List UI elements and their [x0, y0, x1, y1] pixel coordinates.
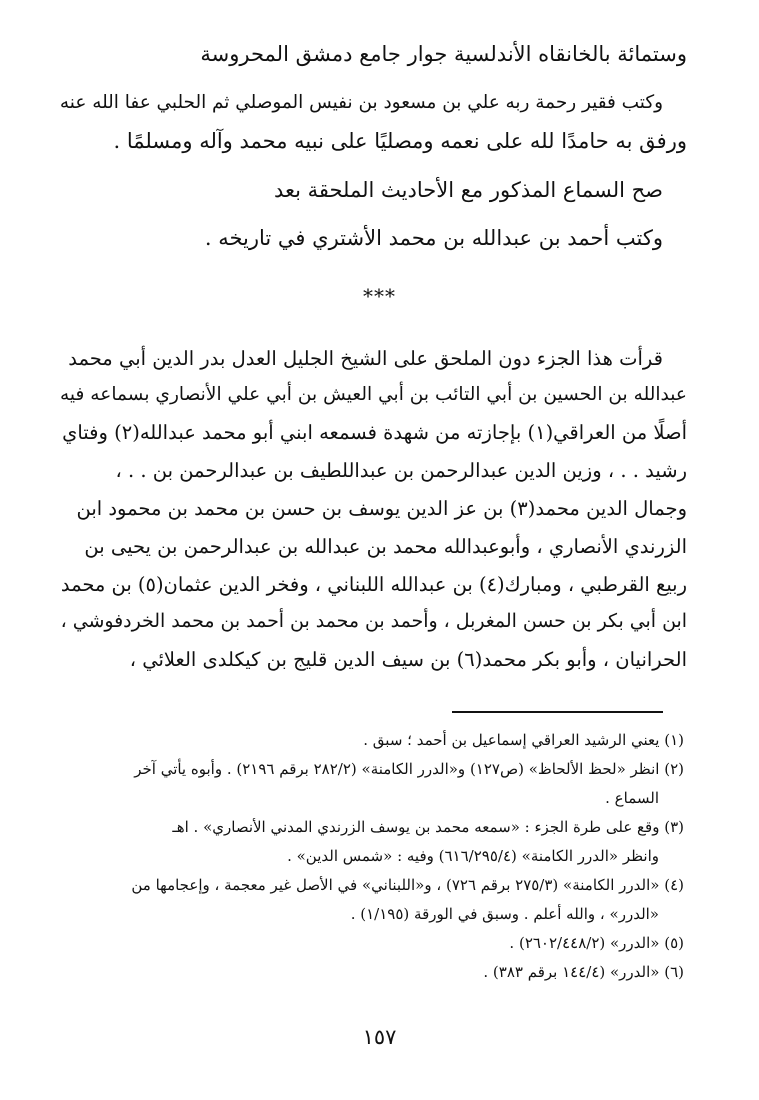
page-number: ١٥٧	[362, 1025, 397, 1049]
main-text-line: وجمال الدين محمد(٣) بن عز الدين يوسف بن حسن بن محمد بن محمود ابن	[76, 497, 687, 520]
sama-line: صح السماع المذكور مع الأحاديث الملحقة بعد	[273, 178, 663, 202]
main-text-line: رشيد . . ، وزين الدين عبدالرحمن بن عبداللطيف بن عبدالرحمن بن . . ،	[115, 459, 687, 482]
footnote-line: (٤) «الدرر الكامنة» (٢٧٥/٣ برقم ٧٢٦) ، و«اللبناني» في الأصل غير معجمة ، وإعجامها من	[131, 876, 684, 894]
footnote-line: السماع .	[605, 789, 659, 807]
main-text-line: ربيع القرطبي ، ومبارك(٤) بن عبدالله اللبناني ، وفخر الدين عثمان(٥) بن محمد	[60, 573, 687, 596]
main-text-line: الحرانيان ، وأبو بكر محمد(٦) بن سيف الدين قليج بن كيكلدى العلائي ،	[129, 648, 687, 671]
main-text-line: عبدالله بن الحسين بن أبي التائب بن أبي العيش بن أبي علي الأنصاري بسماعه فيه	[59, 384, 687, 405]
main-text-line: قرأت هذا الجزء دون الملحق على الشيخ الجليل العدل بدر الدين أبي محمد	[68, 347, 663, 370]
main-text-line: الزرندي الأنصاري ، وأبوعبدالله محمد بن عبدالله بن عبدالرحمن بن يحيى بن	[84, 535, 687, 558]
section-separator: ***	[363, 284, 396, 308]
colophon-line: ورفق به حامدًا لله على نعمه ومصليًا على نبيه محمد وآله ومسلمًا .	[113, 129, 687, 153]
footnote-line: (١) يعني الرشيد العراقي إسماعيل بن أحمد ؛ سبق .	[363, 731, 684, 749]
footnote-line: وانظر «الدرر الكامنة» (٦١٦/٢٩٥/٤) وفيه : «شمس الدين» .	[287, 847, 659, 865]
colophon-line: وكتب فقير رحمة ربه علي بن مسعود بن نفيس الموصلي ثم الحلبي عفا الله عنه	[59, 92, 663, 113]
main-text-line: ابن أبي بكر بن حسن المغربل ، وأحمد بن محمد بن أحمد بن محمد الخردفوشي ،	[60, 610, 687, 632]
footnote-line: (٢) انظر «لحظ الألحاظ» (ص١٢٧) و«الدرر الكامنة» (٢٨٢/٢ برقم ٢١٩٦) . وأبوه يأتي آخر	[134, 760, 684, 778]
footnote-line: «الدرر» ، والله أعلم . وسبق في الورقة (١/١٩٥) .	[350, 905, 659, 923]
footnote-divider	[452, 711, 663, 713]
footnote-line: (٦) «الدرر» (١٤٤/٤ برقم ٣٨٣) .	[483, 963, 684, 981]
footnote-line: (٣) وقع على طرة الجزء : «سمعه محمد بن يوسف الزرندي المدني الأنصاري» . اهـ	[172, 818, 684, 836]
sama-line: وكتب أحمد بن عبدالله بن محمد الأشتري في تاريخه .	[204, 226, 663, 250]
colophon-line: وستمائة بالخانقاه الأندلسية جوار جامع دمشق المحروسة	[200, 42, 687, 66]
footnote-line: (٥) «الدرر» (٢٦٠٢/٤٤٨/٢) .	[509, 934, 684, 952]
main-text-line: أصلًا من العراقي(١) بإجازته من شهدة فسمعه ابني أبو محمد عبدالله(٢) وفتاي	[62, 421, 687, 444]
